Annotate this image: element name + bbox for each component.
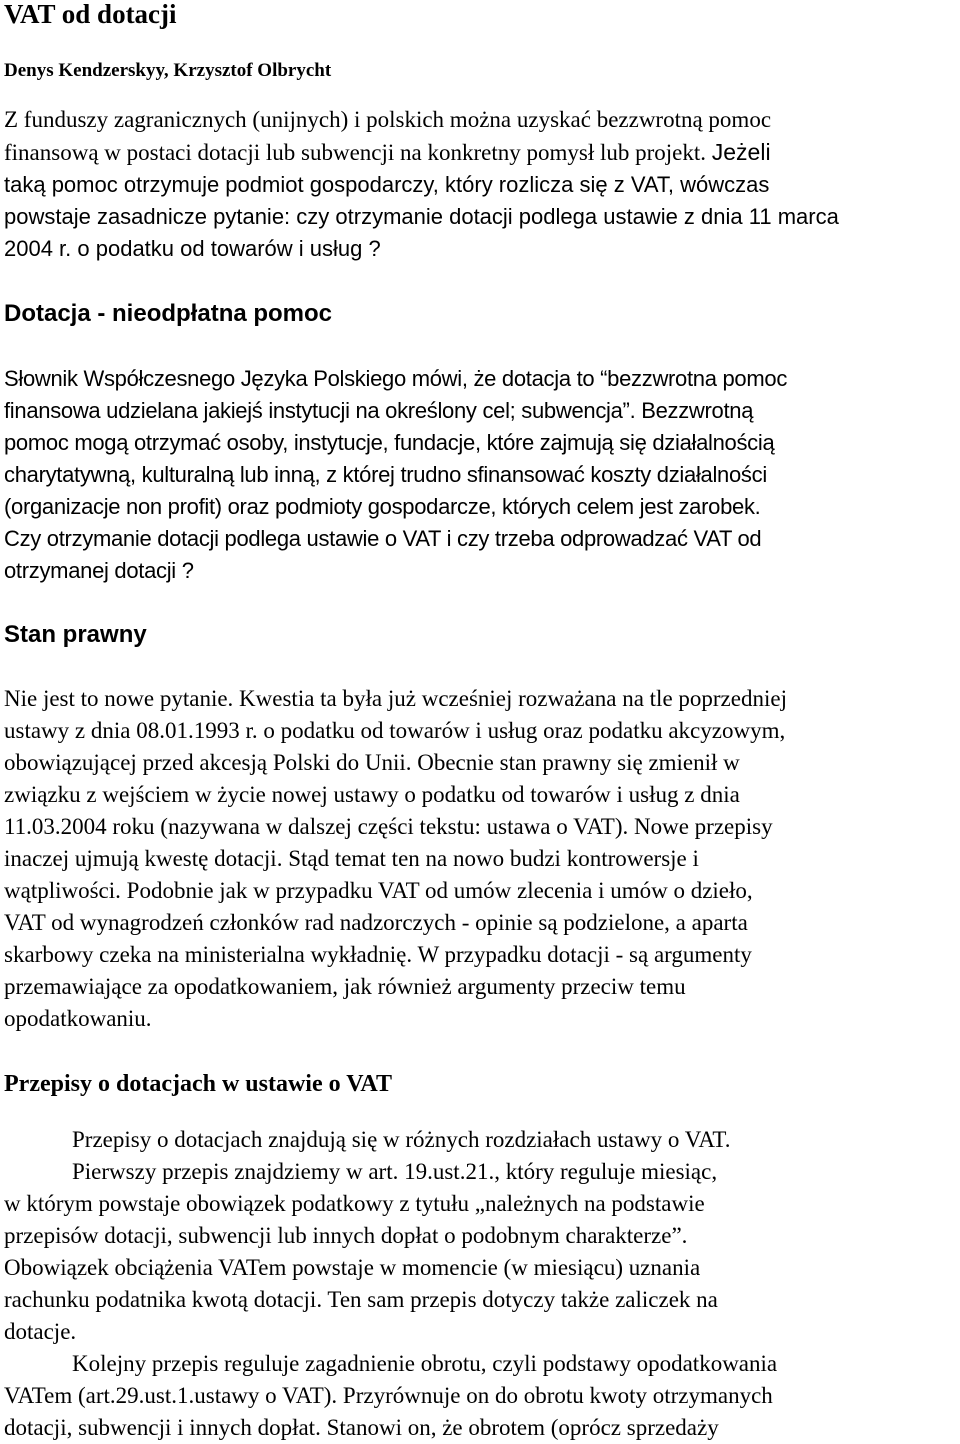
intro-line: powstaje zasadnicze pytanie: czy otrzymanie dotacji podlega ustawie z dnia 11 marca	[4, 204, 839, 229]
section2-line: 11.03.2004 roku (nazywana w dalszej części tekstu: ustawa o VAT). Nowe przepisy	[4, 814, 773, 839]
section1-paragraph	[4, 363, 787, 587]
section2-line: obowiązującej przed akcesją Polski do Unii. Obecnie stan prawny się zmienił w	[4, 750, 740, 775]
section2-line: wątpliwości. Podobnie jak w przypadku VAT od umów zlecenia i umów o dzieło,	[4, 878, 753, 903]
section1-line: Słownik Współczesnego Języka Polskiego mówi, że dotacja to “bezzwrotna pomoc	[4, 366, 788, 391]
authors-line: Denys Kendzerskyy, Krzysztof Olbrycht	[4, 60, 332, 81]
section1-line: Czy otrzymanie dotacji podlega ustawie o VAT i czy trzeba odprowadzać VAT od	[4, 526, 762, 551]
section3-line: w którym powstaje obowiązek podatkowy z tytułu „należnych na podstawie	[4, 1191, 705, 1216]
section3-line: Kolejny przepis reguluje zagadnienie obrotu, czyli podstawy opodatkowania	[72, 1351, 778, 1376]
section2-line: przemawiające za opodatkowaniem, jak również argumenty przeciw temu	[4, 974, 686, 999]
section2-line: Nie jest to nowe pytanie. Kwestia ta była już wcześniej rozważana na tle poprzedniej	[4, 686, 787, 711]
section2-line: VAT od wynagrodzeń członków rad nadzorczych - opinie są podzielone, a aparta	[4, 910, 748, 935]
section2-line: skarbowy czeka na ministerialna wykładnię. W przypadku dotacji - są argumenty	[4, 942, 752, 967]
section1-line: otrzymanej dotacji ?	[4, 558, 194, 583]
section-heading-dotacja: Dotacja - nieodpłatna pomoc	[4, 300, 333, 327]
section3-line: dotacji, subwencji i innych dopłat. Stanowi on, że obrotem (oprócz sprzedaży	[4, 1415, 719, 1440]
section2-paragraph	[4, 683, 787, 1035]
section1-line: (organizacje non profit) oraz podmioty gospodarcze, których celem jest zarobek.	[4, 494, 761, 519]
section3-line: dotacje.	[4, 1319, 77, 1344]
section-heading-stan-prawny: Stan prawny	[4, 621, 147, 648]
section1-line: pomoc mogą otrzymać osoby, instytucje, fundacje, które zajmują się działalnością	[4, 430, 775, 455]
section2-line: związku z wejściem w życie nowej ustawy o podatku od towarów i usług z dnia	[4, 782, 740, 807]
intro-line: 2004 r. o podatku od towarów i usług ?	[4, 236, 381, 261]
intro-line: taką pomoc otrzymuje podmiot gospodarczy, który rozlicza się z VAT, wówczas	[4, 172, 770, 197]
section1-line: charytatywną, kulturalną lub inną, z której trudno sfinansować koszty działalności	[4, 462, 767, 487]
section3-line: Pierwszy przepis znajdziemy w art. 19.ust.21., który reguluje miesiąc,	[72, 1159, 718, 1184]
section3-line: VATem (art.29.ust.1.ustawy o VAT). Przyrównuje on do obrotu kwoty otrzymanych	[4, 1383, 773, 1408]
section3-line: Obowiązek obciążenia VATem powstaje w momencie (w miesiącu) uznania	[4, 1255, 701, 1280]
section3-line: Przepisy o dotacjach znajdują się w różnych rozdziałach ustawy o VAT.	[72, 1127, 731, 1152]
section1-line: finansowa udzielana jakiejś instytucji na określony cel; subwencja”. Bezzwrotną	[4, 398, 754, 423]
section2-line: opodatkowaniu.	[4, 1006, 152, 1031]
section2-line: inaczej ujmują kwestę dotacji. Stąd temat ten na nowo budzi kontrowersje i	[4, 846, 699, 871]
section-heading-przepisy: Przepisy o dotacjach w ustawie o VAT	[4, 1071, 392, 1097]
section3-paragraph	[4, 1124, 777, 1444]
intro-text: Jeżeli	[711, 139, 771, 165]
intro-text: finansową w postaci dotacji lub subwencji na konkretny pomysł lub projekt.	[4, 140, 707, 165]
section2-line: ustawy z dnia 08.01.1993 r. o podatku od towarów i usług oraz podatku akcyzowym,	[4, 718, 786, 743]
intro-paragraph	[4, 104, 839, 265]
section3-line: rachunku podatnika kwotą dotacji. Ten sam przepis dotyczy także zaliczek na	[4, 1287, 718, 1312]
page-title: VAT od dotacji	[4, 0, 177, 29]
section3-line: przepisów dotacji, subwencji lub innych dopłat o podobnym charakterze”.	[4, 1223, 688, 1248]
intro-line	[4, 136, 839, 169]
intro-line: Z funduszy zagranicznych (unijnych) i polskich można uzyskać bezzwrotną pomoc	[4, 107, 772, 132]
